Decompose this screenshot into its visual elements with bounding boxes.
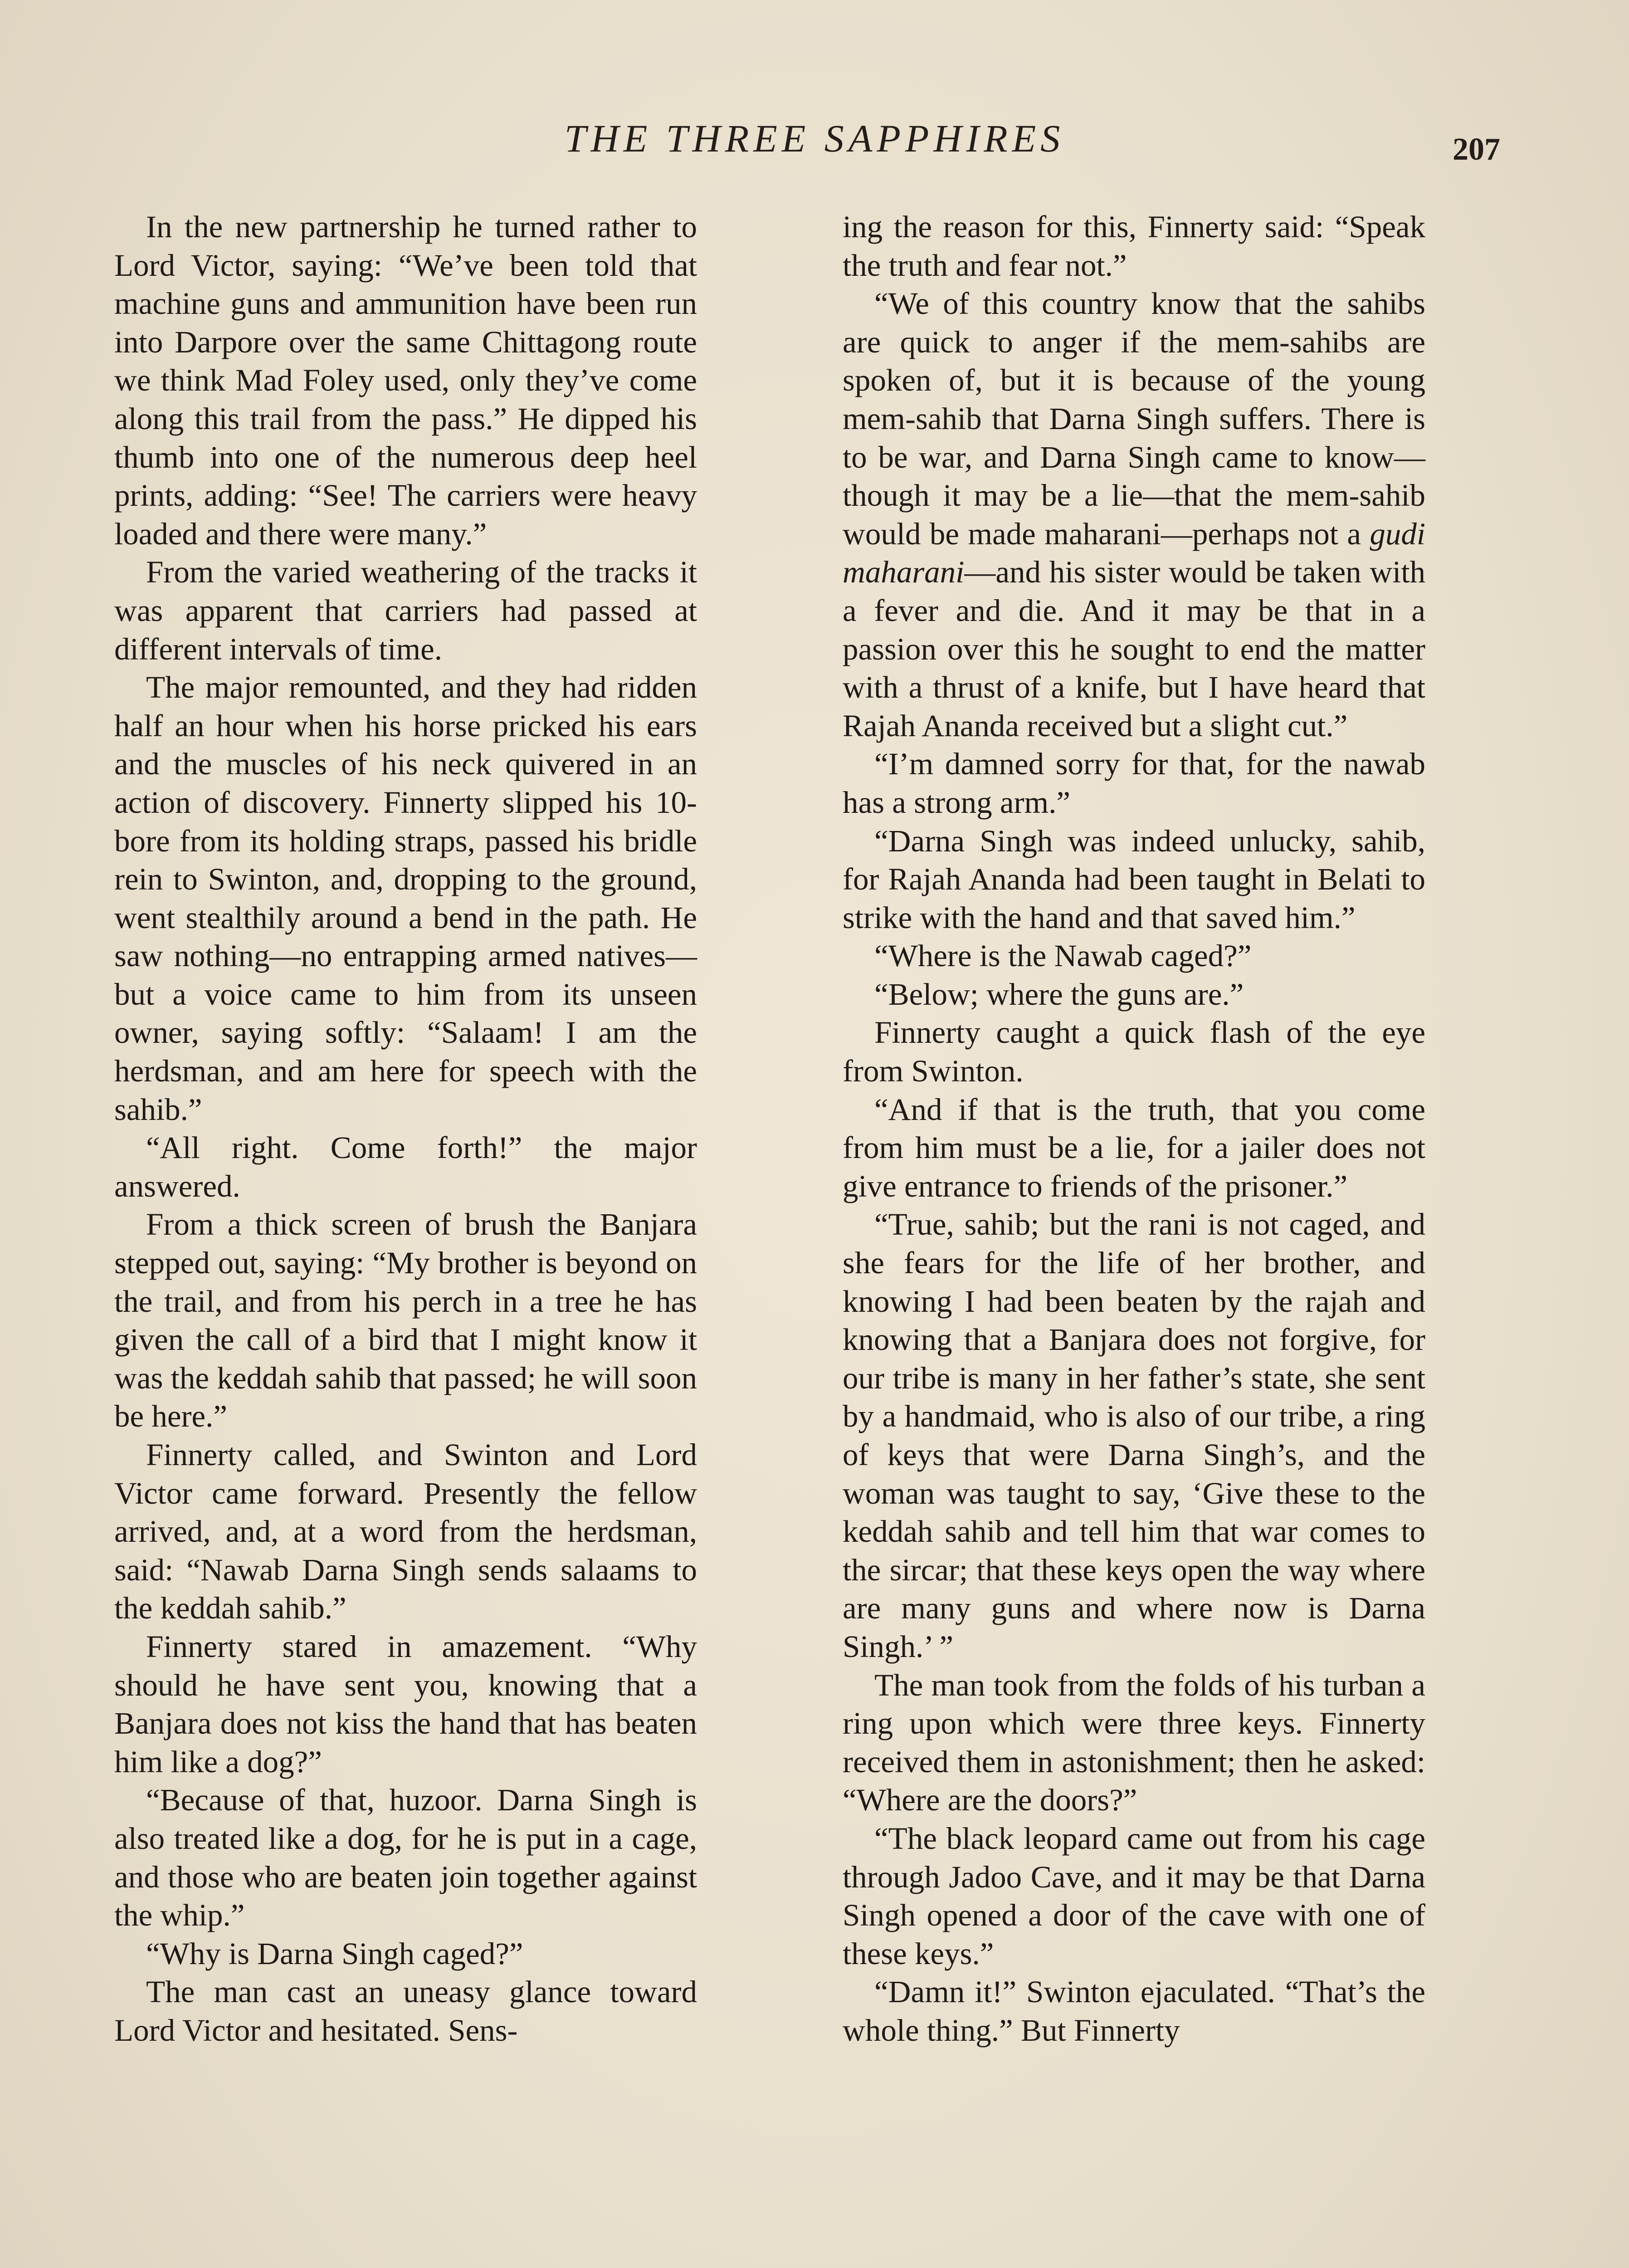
text-run: “We of this country know that the sahibs are quick to anger if the mem-sahibs are spoken of, but it is because of the young mem-sahib that Darna Singh suffers. There is to be war, and Darna Singh came to know—though it may be a lie—that the mem-sahib would be made maharani—perhaps not a	[843, 286, 1425, 551]
paragraph: From a thick screen of brush the Banjara stepped out, saying: “My brother is beyond on the trail, and from his perch in a tree he has given the call of a bird that I might know it was the keddah sahib that passed; he will soon be here.”	[114, 1207, 697, 1434]
italic-term: gudi maharani	[843, 516, 1425, 590]
running-title: THE THREE SAPPHIRES	[564, 117, 1065, 160]
paragraph: “Because of that, huzoor. Darna Singh is also treated like a dog, for he is put in a cage, and those who are beaten join together against the whip.”	[114, 1783, 697, 1933]
page-number: 207	[1453, 132, 1500, 167]
paragraph: “True, sahib; but the rani is not caged, and she fears for the life of her brother, and knowing I had been beaten by the rajah and knowing that a Banjara does not forgive, for our tribe is many in her father’s state, she sent by a handmaid, who is also of our tribe, a ring of keys that were Darna Singh’s, and the woman was taught to say, ‘Give these to the keddah sahib and tell him that war comes to the sircar; that these keys open the way where are many guns and where now is Darna Singh.’ ”	[843, 1207, 1425, 1664]
continued-paragraph: ing the reason for this, Finnerty said: “Speak the truth and fear not.”	[843, 210, 1425, 283]
paragraph: In the new partnership he turned rather to Lord Victor, saying: “We’ve been told that machine guns and ammunition have been run into Darpore over the same Chittagong route we think Mad Foley used, only they’ve come along this trail from the pass.” He dipped his thumb into one of the numerous deep heel prints, adding: “See! The carriers were heavy loaded and there were many.”	[114, 210, 697, 551]
paragraph: “And if that is the truth, that you come from him must be a lie, for a jailer does not give entrance to friends of the prisoner.”	[843, 1092, 1425, 1203]
paragraph: From the varied weathering of the tracks it was apparent that carriers had passed at different intervals of time.	[114, 555, 697, 666]
paragraph	[843, 284, 1425, 745]
paragraph: “Below; where the guns are.”	[874, 977, 1244, 1012]
paragraph: “Why is Darna Singh caged?”	[146, 1936, 523, 1971]
paragraph: “Darna Singh was indeed unlucky, sahib, for Rajah Ananda had been taught in Belati to strike with the hand and that saved him.”	[843, 823, 1425, 935]
left-column	[114, 208, 697, 2050]
paragraph: Finnerty caught a quick flash of the eye from Swinton.	[843, 1015, 1425, 1089]
text-run: —and his sister would be taken with a fever and die. And it may be that in a passion over this he sought to end the matter with a thrust of a knife, but I have heard that Rajah Ananda received but a slight cut.”	[843, 555, 1425, 743]
paragraph: The man cast an uneasy glance toward Lord Victor and hesitated. Sens-	[114, 1975, 697, 2048]
paragraph: “All right. Come forth!” the major answered.	[114, 1130, 697, 1203]
paragraph: Finnerty stared in amazement. “Why should he have sent you, knowing that a Banjara does not kiss the hand that has beaten him like a dog?”	[114, 1629, 697, 1779]
paragraph: “Damn it!” Swinton ejaculated. “That’s the whole thing.” But Finnerty	[843, 1975, 1425, 2048]
paragraph: The man took from the folds of his turban a ring upon which were three keys. Finnerty received them in astonishment; then he asked: “Where are the doors?”	[843, 1667, 1425, 1818]
paragraph: “The black leopard came out from his cage through Jadoo Cave, and it may be that Darna Singh opened a door of the cave with one of these keys.”	[843, 1821, 1425, 1971]
paragraph: “Where is the Nawab caged?”	[874, 938, 1252, 973]
right-column	[843, 208, 1425, 2050]
paragraph: Finnerty called, and Swinton and Lord Victor came forward. Presently the fellow arrived, and, at a word from the herdsman, said: “Nawab Darna Singh sends salaams to the keddah sahib.”	[114, 1437, 697, 1626]
paragraph: The major remounted, and they had ridden half an hour when his horse pricked his ears and the muscles of his neck quivered in an action of discovery. Finnerty slipped his 10-bore from its holding straps, passed his bridle rein to Swinton, and, dropping to the ground, went stealthily around a bend in the path. He saw nothing—no entrapping armed natives—but a voice came to him from its unseen owner, saying softly: “Salaam! I am the herdsman, and am here for speech with the sahib.”	[114, 670, 697, 1127]
paragraph: “I’m damned sorry for that, for the nawab has a strong arm.”	[843, 747, 1425, 820]
